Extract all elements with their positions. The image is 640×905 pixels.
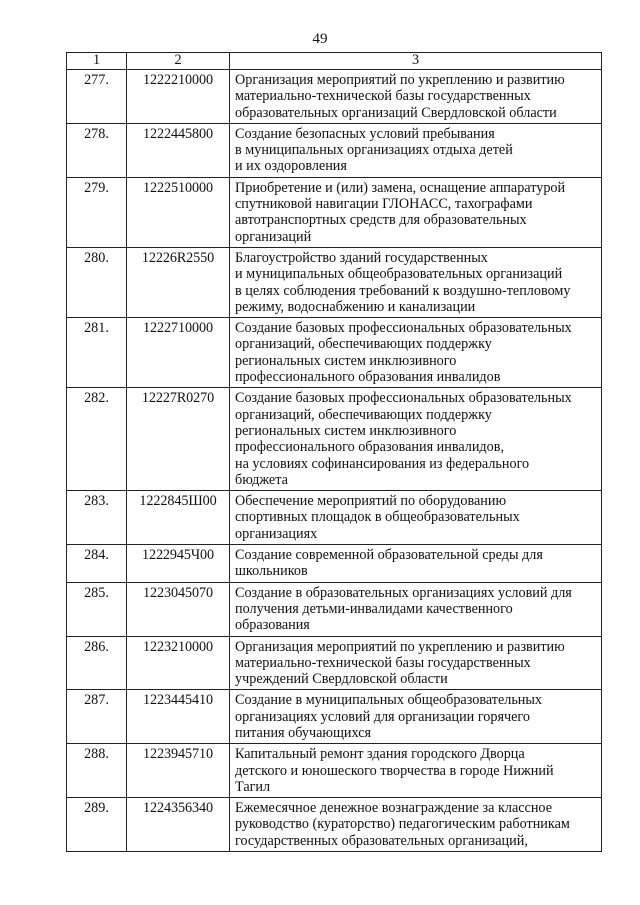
target-code-cell: 1222710000	[127, 318, 230, 388]
row-number-cell: 288.	[67, 744, 127, 798]
target-code-cell: 1223445410	[127, 690, 230, 744]
target-code-cell: 1223210000	[127, 636, 230, 690]
row-number-cell: 282.	[67, 388, 127, 491]
table-row	[67, 388, 602, 491]
row-number-cell: 287.	[67, 690, 127, 744]
table-row	[67, 123, 602, 177]
description-cell: Создание в муниципальных общеобразовательных организациях условий для организации горячего питания обучающихся	[230, 690, 602, 744]
table-row	[67, 70, 602, 124]
row-number-cell: 286.	[67, 636, 127, 690]
description-cell: Обеспечение мероприятий по оборудованию спортивных площадок в общеобразовательных организациях	[230, 491, 602, 545]
description-cell: Создание базовых профессиональных образовательных организаций, обеспечивающих поддержку региональных систем инклюзивного профессионального образования инвалидов	[230, 318, 602, 388]
description-cell: Ежемесячное денежное вознаграждение за классное руководство (кураторство) педагогическим работникам государственных образовательных организаций,	[230, 798, 602, 852]
row-number-cell: 283.	[67, 491, 127, 545]
row-number-cell: 284.	[67, 545, 127, 583]
description-cell: Организация мероприятий по укреплению и развитию материально-технической базы государственных образовательных организаций Свердловской области	[230, 70, 602, 124]
description-cell: Создание безопасных условий пребывания в муниципальных организациях отдыха детей и их оздоровления	[230, 123, 602, 177]
row-number-cell: 285.	[67, 582, 127, 636]
target-code-cell: 12227R0270	[127, 388, 230, 491]
description-cell: Приобретение и (или) замена, оснащение аппаратурой спутниковой навигации ГЛОНАСС, тахографами автотранспортных средств для образовательных организаций	[230, 177, 602, 247]
table-row	[67, 690, 602, 744]
table-row	[67, 177, 602, 247]
target-code-cell: 12226R2550	[127, 247, 230, 317]
column-header-description: 3	[230, 53, 602, 70]
target-code-cell: 1223945710	[127, 744, 230, 798]
table-header-row	[67, 53, 602, 70]
target-code-cell: 1222945Ч00	[127, 545, 230, 583]
row-number-cell: 280.	[67, 247, 127, 317]
column-header-number: 1	[67, 53, 127, 70]
target-code-cell: 1222210000	[127, 70, 230, 124]
table-row	[67, 744, 602, 798]
page-number: 49	[312, 31, 328, 47]
description-cell: Благоустройство зданий государственных и муниципальных общеобразовательных организаций в целях соблюдения требований к воздушно-тепловому режиму, водоснабжению и канализации	[230, 247, 602, 317]
table-row	[67, 491, 602, 545]
target-code-cell: 1223045070	[127, 582, 230, 636]
row-number-cell: 279.	[67, 177, 127, 247]
target-code-cell: 1222445800	[127, 123, 230, 177]
column-header-code: 2	[127, 53, 230, 70]
description-cell: Создание современной образовательной среды для школьников	[230, 545, 602, 583]
table-row	[67, 582, 602, 636]
description-cell: Капитальный ремонт здания городского Дворца детского и юношеского творчества в городе Нижний Тагил	[230, 744, 602, 798]
description-cell: Создание базовых профессиональных образовательных организаций, обеспечивающих поддержку региональных систем инклюзивного профессионального образования инвалидов, на условиях софинансирования из федерального бюджета	[230, 388, 602, 491]
table-row	[67, 318, 602, 388]
target-code-cell: 1222510000	[127, 177, 230, 247]
target-code-cell: 1222845Ш00	[127, 491, 230, 545]
row-number-cell: 289.	[67, 798, 127, 852]
row-number-cell: 281.	[67, 318, 127, 388]
description-cell: Организация мероприятий по укреплению и развитию материально-технической базы государственных учреждений Свердловской области	[230, 636, 602, 690]
target-code-cell: 1224356340	[127, 798, 230, 852]
row-number-cell: 277.	[67, 70, 127, 124]
description-cell: Создание в образовательных организациях условий для получения детьми-инвалидами качественного образования	[230, 582, 602, 636]
budget-code-table	[66, 52, 602, 852]
table-row	[67, 636, 602, 690]
table-row	[67, 798, 602, 852]
table-row	[67, 247, 602, 317]
table-row	[67, 545, 602, 583]
row-number-cell: 278.	[67, 123, 127, 177]
